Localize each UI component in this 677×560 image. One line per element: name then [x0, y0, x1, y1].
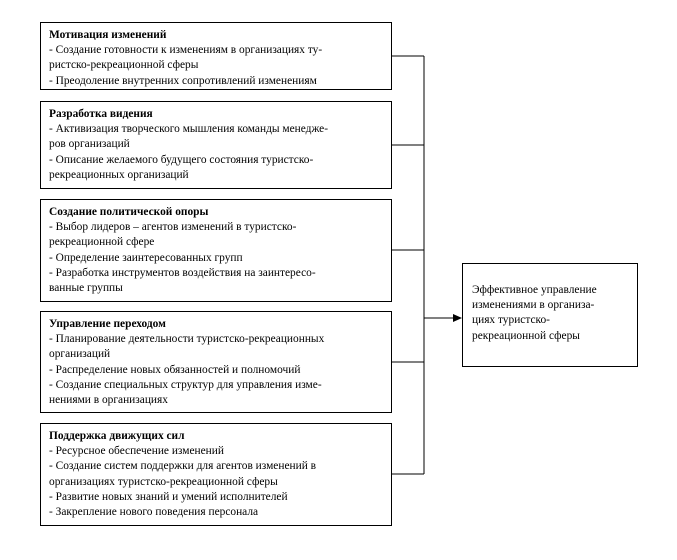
stage-line: организаций [49, 348, 111, 361]
stage-line: - Ресурсное обеспечение изменений [49, 445, 224, 458]
stage-driving-forces-support [40, 423, 392, 526]
stage-line: - Активизация творческого мышления команды менедже- [49, 123, 329, 136]
result-box [462, 263, 638, 367]
stage-line: организациях туристско-рекреационной сферы [49, 475, 278, 488]
stage-line: - Описание желаемого будущего состояния туристско- [49, 153, 314, 166]
result-line: изменениями в организа- [472, 299, 595, 312]
stage-line: - Планирование деятельности туристско-рекреационных [49, 333, 325, 346]
stage-transition-management [40, 311, 392, 413]
stage-political-support [40, 199, 392, 302]
stage-title: Мотивация изменений [49, 29, 167, 41]
stage-line: - Создание специальных структур для управления изме- [49, 378, 322, 391]
stage-line: - Определение заинтересованных групп [49, 251, 243, 264]
arrow-head [453, 314, 462, 322]
stage-line: - Разработка инструментов воздействия на заинтересо- [49, 266, 316, 279]
stage-line: - Развитие новых знаний и умений исполнителей [49, 490, 288, 503]
stage-line: - Создание готовности к изменениям в организациях ту- [49, 44, 323, 57]
result-line: рекреационной сферы [472, 329, 580, 342]
result-line: Эффективное управление [472, 284, 597, 296]
stage-line: - Выбор лидеров – агентов изменений в туристско- [49, 221, 297, 234]
stage-line: рекреационной сфере [49, 236, 155, 249]
stage-title: Создание политической опоры [49, 206, 209, 218]
stage-title: Управление переходом [49, 318, 166, 330]
stage-line: рекреационных организаций [49, 168, 189, 181]
stage-line: нениями в организациях [49, 394, 168, 407]
stage-title: Поддержка движущих сил [49, 430, 185, 442]
stage-line: - Создание систем поддержки для агентов изменений в [49, 460, 317, 473]
stage-motivation [40, 22, 392, 90]
stage-line: ванные группы [49, 282, 123, 295]
stage-title: Разработка видения [49, 108, 153, 120]
result-line: циях туристско- [472, 314, 550, 327]
stage-line: ров организаций [49, 138, 130, 151]
stage-line: ристско-рекреационной сферы [49, 59, 199, 72]
stage-line: - Распределение новых обязанностей и полномочий [49, 363, 301, 376]
stage-vision [40, 101, 392, 189]
stage-line: - Закрепление нового поведения персонала [49, 506, 259, 519]
stage-line: - Преодоление внутренних сопротивлений изменениям [49, 74, 317, 87]
